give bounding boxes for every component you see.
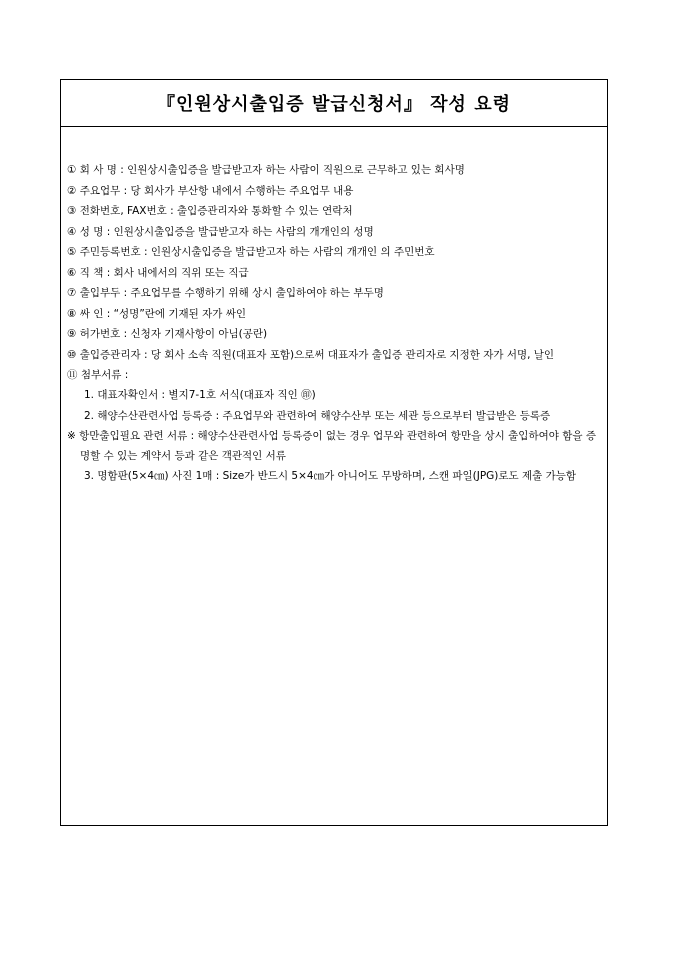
title-row [61,80,607,127]
item-resident-number: ⑤ 주민등록번호 : 인원상시출입증을 발급받고자 하는 사람의 개개인 의 주민번호 [67,246,435,258]
item-pass-manager: ⑩ 출입증관리자 : 당 회사 소속 직원(대표자 포함)으로써 대표자가 출입증 관리자로 지정한 자가 서명, 날인 [67,348,555,361]
item-permit-number: ⑨ 허가번호 : 신청자 기재사항이 아님(공란) [67,328,268,340]
item-signature: ⑧ 싸 인 : “성명”란에 기재된 자가 싸인 [67,307,247,320]
item-attachments: ⑪ 첨부서류 : [67,368,129,381]
item-main-business: ② 주요업무 : 당 회사가 부산항 내에서 수행하는 주요업무 내용 [67,184,354,197]
attachment-note: ※ 항만출입필요 관련 서류 : 해양수산관련사업 등록증이 없는 경우 업무와 관련하여 항만을 상시 출입하여야 함을 증명할 수 있는 계약서 등과 같은 객관적인 서류 [67,429,596,462]
attachment-rep-confirmation: 1. 대표자확인서 : 별지7-1호 서식(대표자 직인 ㊞) [84,389,316,401]
instruction-form-box [60,79,608,826]
item-phone-fax: ③ 전화번호, FAX번호 : 출입증관리자와 통화할 수 있는 연락처 [67,205,353,217]
attachment-business-registration: 2. 해양수산관련사업 등록증 : 주요업무와 관련하여 해양수산부 또는 세관 등으로부터 발급받은 등록증 [84,409,551,422]
item-company-name: ① 회 사 명 : 인원상시출입증을 발급받고자 하는 사람이 직원으로 근무하고 있는 회사명 [67,164,465,176]
attachment-photo: 3. 명함판(5×4㎝) 사진 1매 : Size가 반드시 5×4㎝가 아니어도 무방하며, 스캔 파일(JPG)로도 제출 가능함 [84,469,577,482]
item-pier: ⑦ 출입부두 : 주요업무를 수행하기 위해 상시 출입하여야 하는 부두명 [67,287,384,299]
page-title: 『인원상시출입증 발급신청서』 작성 요령 [156,94,511,115]
item-position: ⑥ 직 책 : 회사 내에서의 직위 또는 직급 [67,266,249,279]
instructions-body [67,160,601,486]
item-name: ④ 성 명 : 인원상시출입증을 발급받고자 하는 사람의 개개인의 성명 [67,225,374,238]
